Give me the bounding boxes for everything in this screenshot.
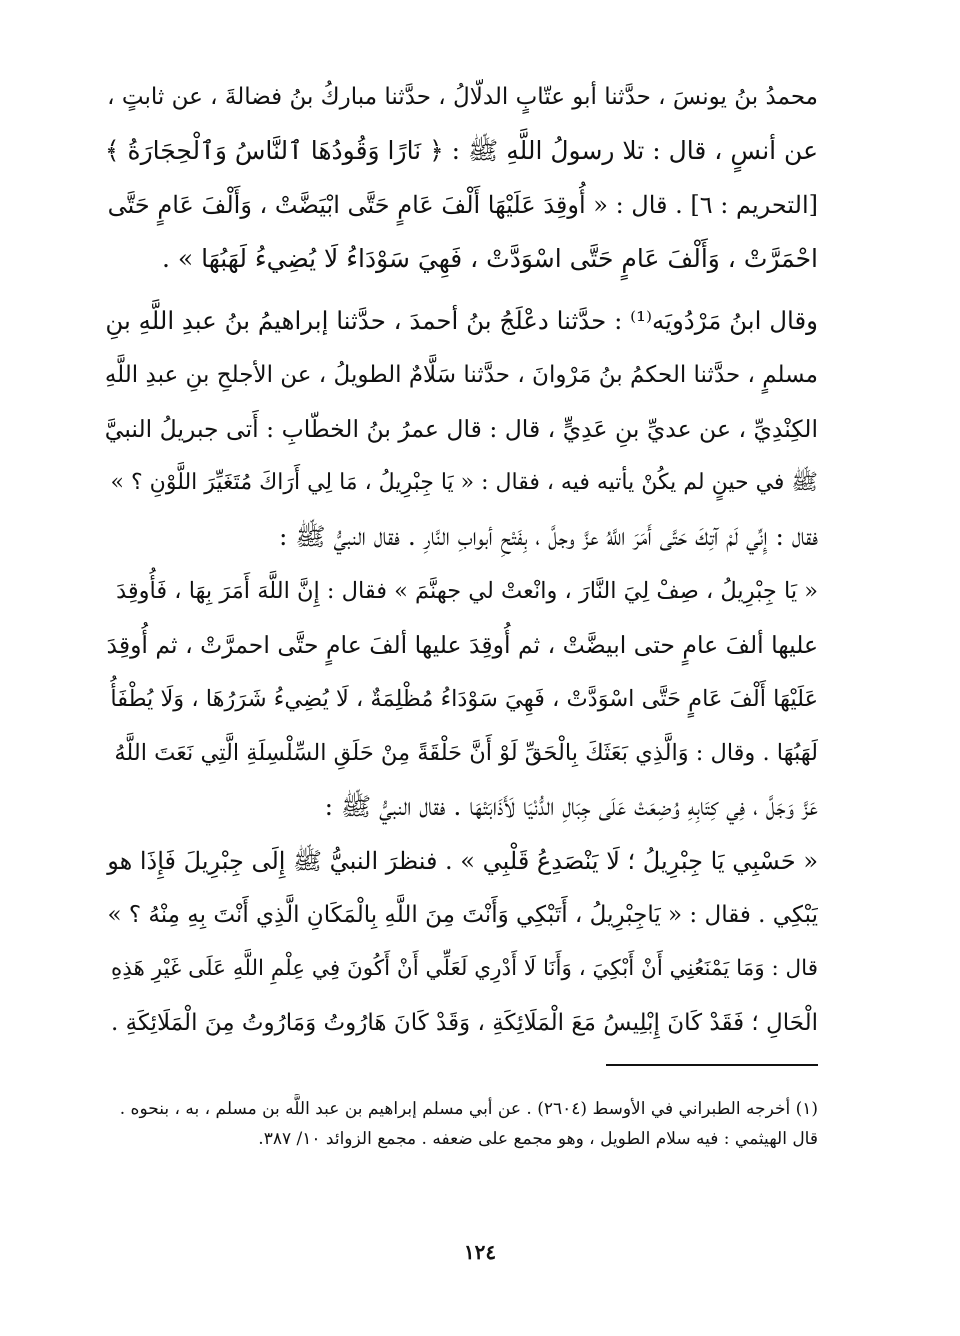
text-line: قال : وَمَا يَمْنَعُنِي أَنْ أَبْكِيَ ، وَأَنَا لَا أَدْرِي لَعَلِّي أَنْ أَكُونَ فِي عِلْمِ اللَّهِ عَلَى غَيْرِ هَذِهِ [110,956,818,981]
text-line: عَزَّ وَجَلَّ ، فِي كِتَابِهِ وُضِعَتْ عَلَى جِبَالِ الدُّنْيَا لَأَذَابَتْهَا . فقال النبيُّ ﷺ : [324,792,818,821]
paragraph-2 [102,294,818,1050]
text-line: « يَا جِبْرِيلُ ، صِفْ لِيَ النَّارَ ، وانْعتْ لي جهنَّمَ » فقال : إِنَّ اللَّهَ أَمَرَ بِهَا ، فَأُوقِدَ [116,578,818,604]
text-line: يَبْكِي . فقال : « يَاجِبْرِيلُ ، أَتَبْكِي وَأَنْتَ مِنَ اللَّهِ بِالْمَكَانِ الَّذِي أَنْتَ بِهِ مِنْهُ ؟ » [107,902,818,928]
text-line: لَهَبُهَا . وقال : وَالَّذِي بَعَثَكَ بِالْحَقِّ لَوْ أَنَّ حَلْقَةً مِنْ حَلَقِ السِّلْسِلَةِ الَّتِي نَعَتَ اللَّهُ [114,740,818,766]
footnote-divider [606,1064,818,1066]
text-line: عليها ألفَ عامٍ حتى ابيضَّتْ ، ثم أُوقِدَ عليها ألفَ عامٍ حتَّى احمرَّتْ ، ثم أُوقِدَ [106,631,818,659]
footnotes [102,1094,818,1154]
footnote-line: قال الهيثمي : فيه سلام الطويل ، وهو مجمع على ضعفه . مجمع الزوائد ١٠/ ٣٨٧. [258,1129,818,1149]
page-number: ١٢٤ [463,1240,497,1264]
text-line: عن أنسٍ ، قال : تلا رسولُ اللَّهِ ﷺ : ﴿ نَارًا وَقُودُهَا ٱلنَّاسُ وَٱلْحِجَارَةُ ﴾ [104,136,818,165]
text-line: محمدُ بنُ يونسَ ، حدَّثنا أبو عتّابٍ الدلّالُ ، حدَّثنا مباركُ بنُ فضالةَ ، عن ثابتٍ ، [107,84,818,110]
footnote-line: (١) أخرجه الطبراني في الأوسط (٢٦٠٤) . عن أبي مسلم إبراهيم بن عبد اللَّه بن مسلم ، به ، بنحوه . [119,1099,818,1119]
text-line: [التحريم : ٦] . قال : « أُوقِدَ عَلَيْهَا أَلْفَ عَامٍ حَتَّى ابْيَضَّتْ ، وَأَلْفَ عَامٍ حَتَّى [107,191,818,219]
paragraph-1 [102,70,818,286]
text-line: مسلمٍ ، حدَّثنا الحكمُ بنُ مَرْوانَ ، حدَّثنا سَلَّامٌ الطويلُ ، عن الأجلحِ بنِ عبدِ اللَّهِ [104,362,818,388]
text-line: عَلَيْهَا أَلْفَ عَامٍ حَتَّى اسْوَدَّتْ ، فَهِيَ سَوْدَاءُ مُظْلِمَةٌ ، لَا يُضِيءُ شَرَرُهَا ، وَلَا يُطْفَأُ [110,686,818,712]
text-line: فقال : إِنِّي لَمْ آتِكَ حَتَّى أَمَرَ اللَّهُ عزَّ وجلَّ ، بِفَتْحِ أبوابِ النَّارِ . فقال النبيُّ ﷺ : [279,522,818,551]
text-line: الْحَالِ ؛ فَقَدْ كَانَ إِبْلِيسُ مَعَ الْمَلَائِكَةِ ، وَقَدْ كَانَ هَارُوتُ وَمَارُوتُ مِنَ الْمَلَائِكَةِ . [110,1010,818,1036]
text-line: « حَسْبِي يَا جِبْرِيلُ ؛ لَا يَنْصَدِعُ قَلْبِي » . فنظرَ النبيُّ ﷺ إِلَى جِبْرِيلَ فَإِذَا هو [107,847,818,875]
text-line: احْمَرَّتْ ، وَأَلْفَ عَامٍ حَتَّى اسْوَدَّتْ ، فَهِيَ سَوْدَاءُ لَا يُضِيءُ لَهَبُهَا » . [161,244,818,273]
text-line: وقال ابنُ مَرْدُويَه⁽¹⁾ : حدَّثنا دعْلَجُ بنُ أحمدَ ، حدَّثنا إبراهيمُ بنُ عبدِ اللَّهِ بنِ [105,306,818,335]
text-line: الكِنْدِيِّ ، عن عديِّ بنِ عَدِيٍّ ، قال : قال عمرُ بنُ الخطّابِ : أَتى جبريلُ النبيَّ [104,415,818,443]
text-line: ﷺ في حينٍ لم يكُنْ يأتيه فيه ، فقال : « يَا جِبْرِيلُ ، مَا لِي أَرَاكَ مُتَغَيِّرَ اللَّوْنِ ؟ » [110,470,818,495]
